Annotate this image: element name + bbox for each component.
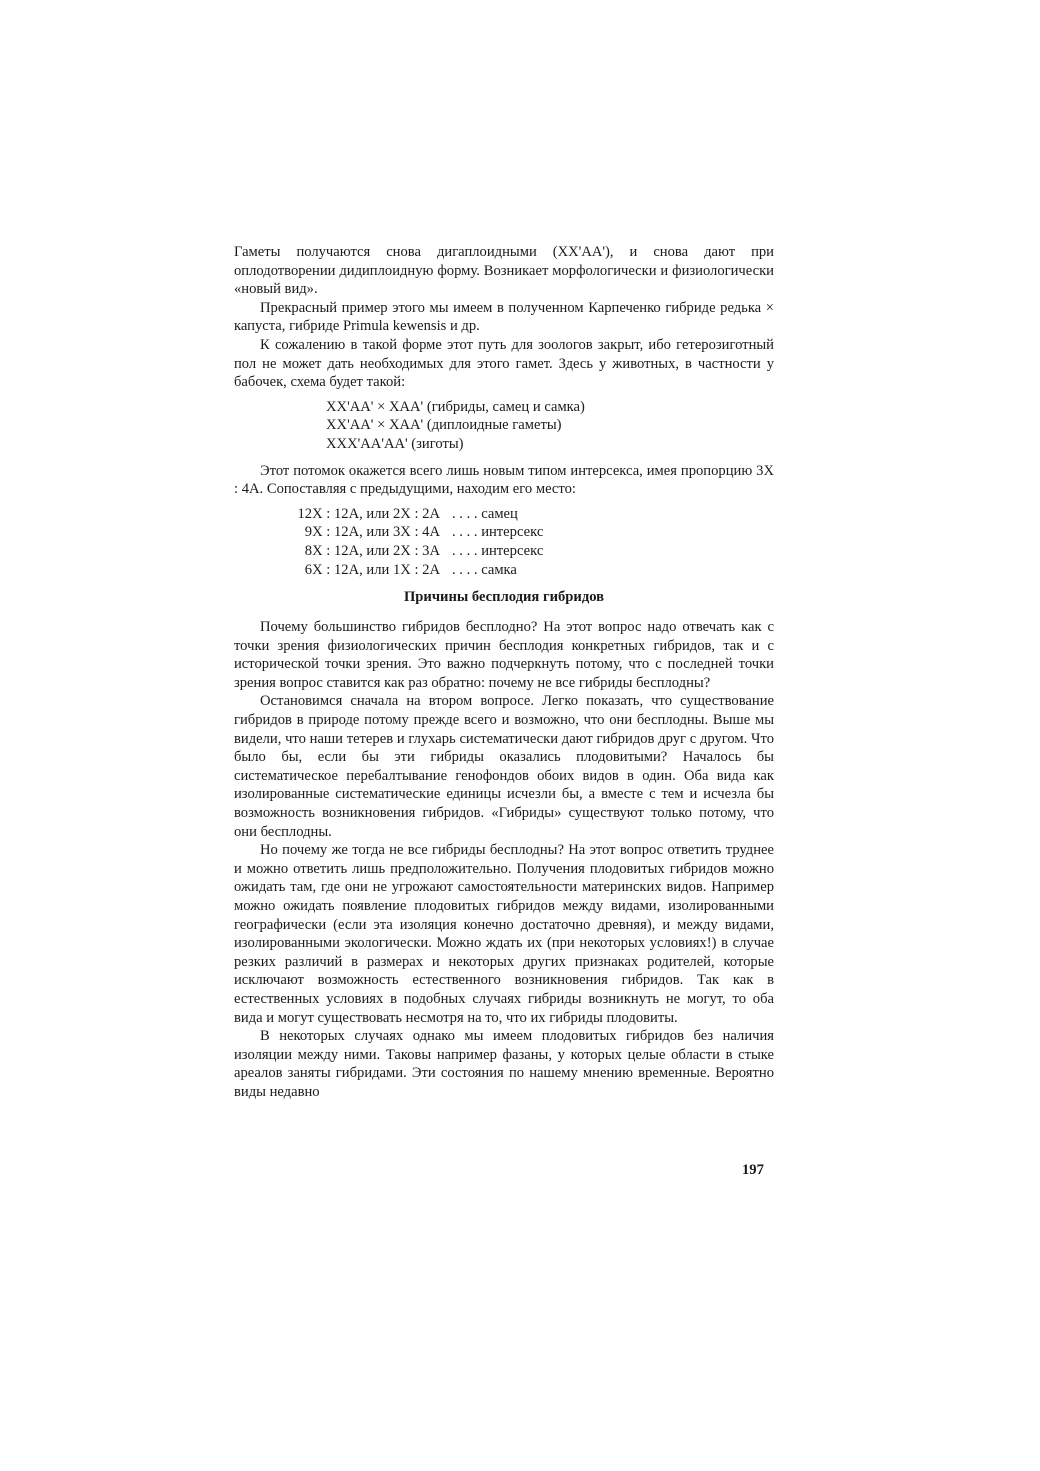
ratio-row xyxy=(234,505,774,524)
paragraph-4: Этот потомок окажется всего лишь новым типом интерсекса, имея пропорцию 3X : 4A. Сопоставляя с предыдущими, находим его место: xyxy=(234,462,774,498)
paragraph-6: Остановимся сначала на втором вопросе. Легко показать, что существование гибридов в природе потому прежде всего и возможно, что они бесплодны. Выше мы видели, что наши тетерев и глухарь систематически дают гибридов друг с другом. Что было бы, если бы эти гибриды оказались плодовитыми? Началось бы систематическое перебалтывание генофондов обоих видов в один. Оба вида как изолированные систематические единицы исчезли бы, а вместе с тем и исчезла бы возможность возникновения гибридов. «Гибриды» существуют только потому, что они бесплодны. xyxy=(234,693,774,840)
ratio-value: 12X : 12A, или 2X : 2A xyxy=(297,505,440,522)
paragraph-2: Прекрасный пример этого мы имеем в полученном Карпеченко гибриде редька × капуста, гибриде Primula kewensis и др. xyxy=(234,299,774,335)
ratio-label: . . . . интерсекс xyxy=(452,542,544,559)
ratio-label: . . . . самец xyxy=(452,505,518,522)
ratio-label: . . . . самка xyxy=(452,561,517,578)
formula-block xyxy=(326,398,774,454)
paragraph-5: Почему большинство гибридов бесплодно? На этот вопрос надо отвечать как с точки зрения физиологических причин бесплодия конкретных гибридов, так и с исторической точки зрения. Это важно подчеркнуть потому, что с последней точки зрения вопрос ставится как раз обратно: почему не все гибриды бесплодны? xyxy=(234,619,774,691)
page-body xyxy=(234,243,774,1102)
paragraph-3: К сожалению в такой форме этот путь для зоологов закрыт, ибо гетерозиготный пол не может дать необходимых для этого гамет. Здесь у животных, в частности у бабочек, схема будет такой: xyxy=(234,336,774,391)
paragraph-7: Но почему же тогда не все гибриды бесплодны? На этот вопрос ответить труднее и можно ответить лишь предположительно. Получения плодовитых гибридов можно ожидать там, где они не угрожают самостоятельности материнских видов. Например можно ожидать появление плодовитых гибридов между видами, изолированными географически (если эта изоляция конечно достаточно древняя), и между видами, изолированными экологически. Можно ждать их (при некоторых условиях!) в случае резких различий в размерах и некоторых других признаках родителей, которые исключают возможность естественного возникновения гибридов. Так как в естественных условиях в подобных случаях гибриды возникнуть не могут, то оба вида и могут существовать несмотря на то, что их гибриды плодовиты. xyxy=(234,842,774,1026)
ratio-label: . . . . интерсекс xyxy=(452,524,544,541)
paragraph-1: Гаметы получаются снова дигаплоидными (XX'AA'), и снова дают при оплодотворении дидиплоидную форму. Возникает морфологически и физиологически «новый вид». xyxy=(234,244,774,298)
ratio-row xyxy=(234,523,774,542)
ratio-value: 8X : 12A, или 2X : 3A xyxy=(304,542,440,559)
formula-line-3: XXX'AA'AA' (зиготы) xyxy=(326,435,464,452)
ratio-list xyxy=(234,505,774,579)
formula-line-1: XX'AA' × XAA' (гибриды, самец и самка) xyxy=(326,398,585,415)
ratio-value: 6X : 12A, или 1X : 2A xyxy=(304,561,440,578)
ratio-value: 9X : 12A, или 3X : 4A xyxy=(304,524,440,541)
page-number: 197 xyxy=(742,1162,764,1178)
section-heading: Причины бесплодия гибридов xyxy=(403,589,605,606)
ratio-row xyxy=(234,542,774,561)
paragraph-8: В некоторых случаях однако мы имеем плодовитых гибридов без наличия изоляции между ними. Таковы например фазаны, у которых целые области в стыке ареалов заняты гибридами. Эти состояния по нашему мнению временные. Вероятно виды недавно xyxy=(234,1028,774,1100)
formula-line-2: XX'AA' × XAA' (диплоидные гаметы) xyxy=(326,417,562,434)
ratio-row xyxy=(234,561,774,580)
